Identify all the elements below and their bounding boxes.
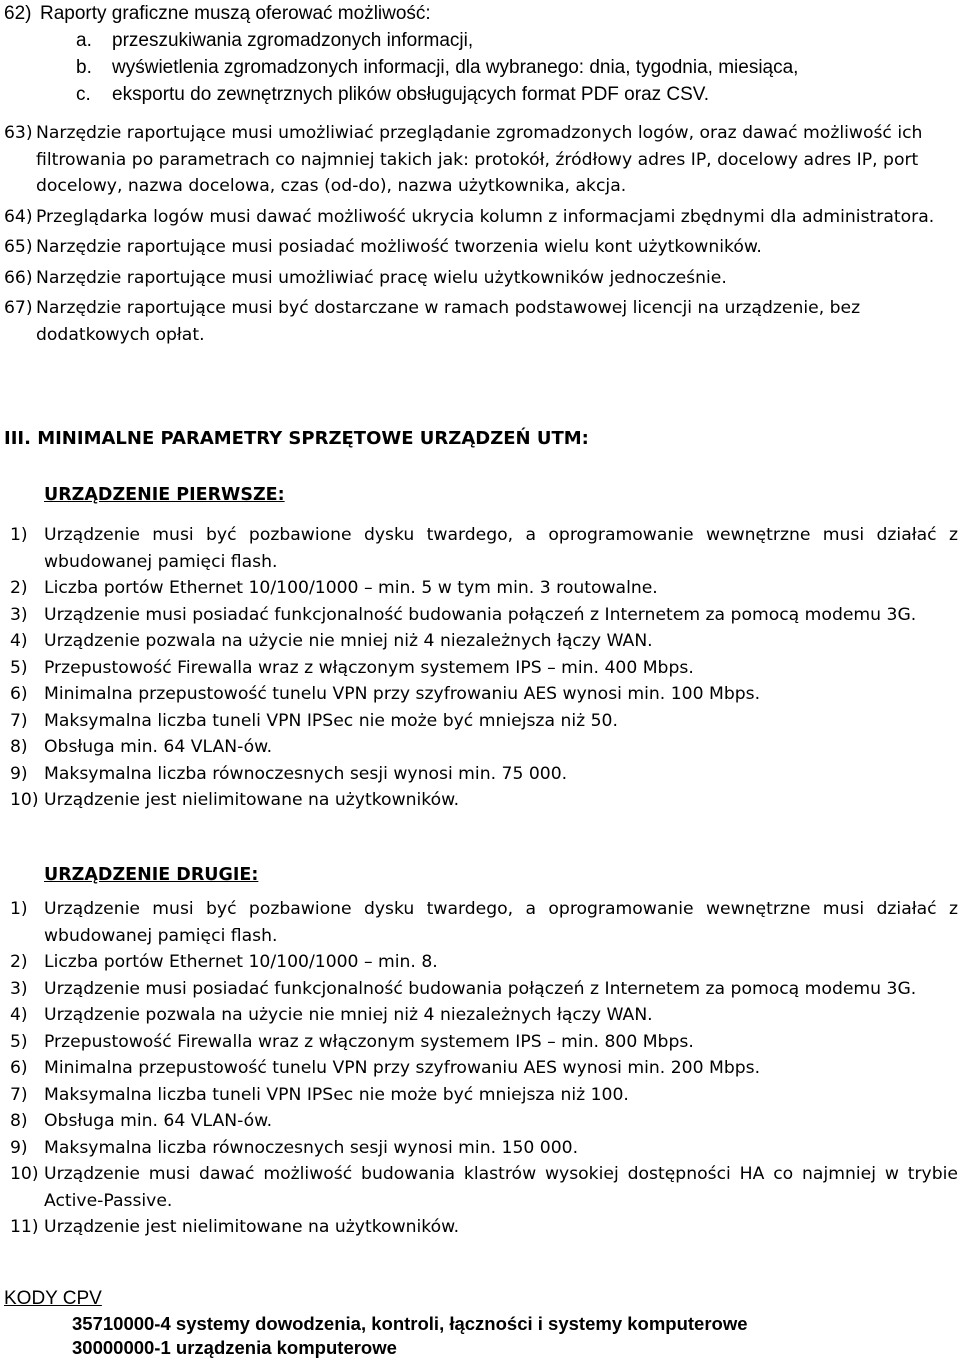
item-number: 1): [10, 899, 28, 919]
device-1-item-10: [10, 787, 958, 814]
item-text: Minimalna przepustowość tunelu VPN przy szyfrowaniu AES wynosi min. 100 Mbps.: [44, 684, 761, 704]
item-text: Liczba portów Ethernet 10/100/1000 – min. 8.: [44, 952, 438, 972]
item-text: Przepustowość Firewalla wraz z włączonym systemem IPS – min. 800 Mbps.: [44, 1031, 694, 1052]
item-number: 6): [10, 1058, 28, 1078]
item-62: [4, 0, 954, 108]
item-number: 2): [10, 578, 28, 598]
item-text: Narzędzie raportujące musi umożliwiać pracę wielu użytkowników jednocześnie.: [36, 267, 727, 288]
sub-letter: a.: [76, 30, 92, 51]
device-2-item-4: [10, 1002, 958, 1029]
item-number: 65): [4, 237, 33, 257]
item-text: Maksymalna liczba tuneli VPN IPSec nie może być mniejsza niż 100.: [44, 1084, 629, 1105]
item-text: Urządzenie musi być pozbawione dysku twardego, a oprogramowanie wewnętrzne musi działać z wbudowanej pamięci flash.: [44, 899, 958, 946]
item-number: 8): [10, 1111, 28, 1131]
item-number: 64): [4, 206, 33, 227]
item-number: 7): [10, 1084, 28, 1105]
item-number: 3): [10, 604, 28, 625]
item-text: Urządzenie jest nielimitowane na użytkowników.: [44, 1217, 460, 1237]
item-text: Urządzenie pozwala na użycie nie mniej niż 4 niezależnych łączy WAN.: [44, 631, 653, 651]
sub-letter: b.: [76, 57, 92, 78]
sub-text: eksportu do zewnętrznych plików obsługujących format PDF oraz CSV.: [112, 84, 710, 105]
item-number: 5): [10, 1031, 28, 1052]
device-1-item-4: [10, 628, 958, 655]
device-2-item-7: [10, 1082, 958, 1109]
item-number: 10): [10, 790, 39, 810]
item-number: 8): [10, 737, 28, 757]
device-2-item-10: [10, 1161, 958, 1214]
device-2-item-3: [10, 976, 958, 1003]
device-1-list: [10, 522, 958, 814]
section-title: III. MINIMALNE PARAMETRY SPRZĘTOWE URZĄDZEŃ UTM:: [4, 428, 589, 449]
device-2-item-9: [10, 1135, 958, 1162]
item-62-number: 62): [4, 3, 32, 24]
device-1-item-2: [10, 575, 958, 602]
item-67: [4, 295, 956, 348]
item-text: Narzędzie raportujące musi umożliwiać przeglądanie zgromadzonych logów, oraz dawać możliwość ich filtrowania po parametrach co najmniej takich jak: protokół, źródłowy adres IP, docelowy adres IP, port docelowy, nazwa docelowa, czas (od-do), nazwa użytkownika, akcja.: [36, 123, 923, 196]
device-1-item-8: [10, 734, 958, 761]
item-text: Urządzenie musi dawać możliwość budowania klastrów wysokiej dostępności HA co najmniej w trybie Active-Passive.: [44, 1164, 958, 1211]
item-number: 7): [10, 710, 28, 731]
item-text: Minimalna przepustowość tunelu VPN przy szyfrowaniu AES wynosi min. 200 Mbps.: [44, 1058, 761, 1078]
device-1-item-5: [10, 655, 958, 682]
item-text: Obsługa min. 64 VLAN-ów.: [44, 1111, 273, 1131]
item-text: Urządzenie musi być pozbawione dysku twardego, a oprogramowanie wewnętrzne musi działać z wbudowanej pamięci flash.: [44, 525, 958, 572]
item-number: 9): [10, 1137, 28, 1158]
item-number: 4): [10, 1005, 28, 1025]
item-number: 66): [4, 267, 33, 288]
item-text: Urządzenie jest nielimitowane na użytkowników.: [44, 790, 460, 810]
item-text: Narzędzie raportujące musi posiadać możliwość tworzenia wielu kont użytkowników.: [36, 237, 762, 257]
item-text: Maksymalna liczba równoczesnych sesji wynosi min. 75 000.: [44, 763, 568, 784]
item-62-text: Raporty graficzne muszą oferować możliwość:: [40, 3, 431, 24]
item-text: Liczba portów Ethernet 10/100/1000 – min. 5 w tym min. 3 routowalne.: [44, 578, 658, 598]
item-text: Narzędzie raportujące musi być dostarczane w ramach podstawowej licencji na urządzenie, bez dodatkowych opłat.: [36, 298, 861, 345]
cpv-code: 35710000-4 systemy dowodzenia, kontroli, łączności i systemy komputerowe: [72, 1313, 748, 1334]
device-2-item-1: [10, 896, 958, 949]
device-2-item-11: [10, 1214, 958, 1241]
device-2-item-2: [10, 949, 958, 976]
items-63-67: [4, 120, 956, 348]
item-text: Obsługa min. 64 VLAN-ów.: [44, 737, 273, 757]
device-2-title: URZĄDZENIE DRUGIE:: [44, 865, 259, 885]
item-number: 9): [10, 763, 28, 784]
item-63: [4, 120, 956, 200]
device-1-item-9: [10, 761, 958, 788]
item-number: 1): [10, 525, 28, 545]
sub-letter: c.: [76, 84, 91, 105]
device-1-item-6: [10, 681, 958, 708]
device-1-item-1: [10, 522, 958, 575]
device-1-title: URZĄDZENIE PIERWSZE:: [44, 485, 285, 505]
device-2-item-8: [10, 1108, 958, 1135]
item-number: 3): [10, 978, 28, 999]
item-text: Urządzenie pozwala na użycie nie mniej niż 4 niezależnych łączy WAN.: [44, 1005, 653, 1025]
device-2-list: [10, 896, 958, 1241]
item-number: 6): [10, 684, 28, 704]
item-66: [4, 265, 956, 292]
cpv-heading: KODY CPV: [4, 1288, 102, 1309]
item-62-sub-a: [4, 27, 954, 54]
item-text: Przeglądarka logów musi dawać możliwość ukrycia kolumn z informacjami zbędnymi dla administratora.: [36, 206, 935, 227]
device-2-item-5: [10, 1029, 958, 1056]
item-number: 11): [10, 1217, 39, 1237]
item-text: Urządzenie musi posiadać funkcjonalność budowania połączeń z Internetem za pomocą modemu 3G.: [44, 978, 917, 999]
sub-text: przeszukiwania zgromadzonych informacji,: [112, 30, 474, 51]
item-64: [4, 204, 956, 231]
item-65: [4, 234, 956, 261]
cpv-code: 30000000-1 urządzenia komputerowe: [72, 1337, 397, 1358]
item-number: 5): [10, 657, 28, 678]
sub-text: wyświetlenia zgromadzonych informacji, dla wybranego: dnia, tygodnia, miesiąca,: [112, 57, 799, 78]
item-text: Urządzenie musi posiadać funkcjonalność budowania połączeń z Internetem za pomocą modemu 3G.: [44, 604, 917, 625]
item-text: Maksymalna liczba tuneli VPN IPSec nie może być mniejsza niż 50.: [44, 710, 618, 731]
device-1-item-7: [10, 708, 958, 735]
item-number: 63): [4, 123, 33, 143]
item-text: Maksymalna liczba równoczesnych sesji wynosi min. 150 000.: [44, 1137, 579, 1158]
device-2-item-6: [10, 1055, 958, 1082]
item-62-sub-c: [4, 81, 954, 108]
item-number: 10): [10, 1164, 39, 1184]
item-number: 2): [10, 952, 28, 972]
item-text: Przepustowość Firewalla wraz z włączonym systemem IPS – min. 400 Mbps.: [44, 657, 694, 678]
item-62-sub-b: [4, 54, 954, 81]
item-number: 4): [10, 631, 28, 651]
item-number: 67): [4, 298, 33, 318]
device-1-item-3: [10, 602, 958, 629]
